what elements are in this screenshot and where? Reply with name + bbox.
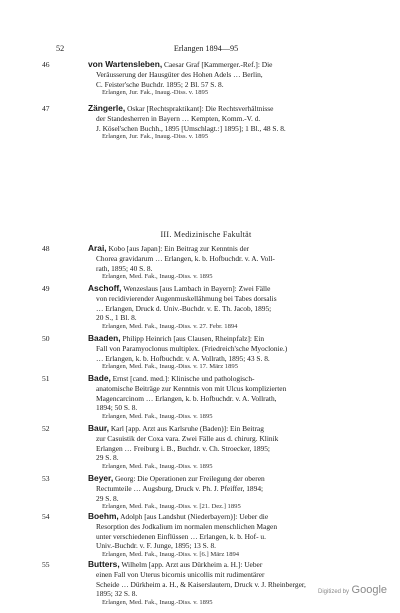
bibliography-entry — [42, 374, 356, 422]
entry-line: unter verschiedenen Einflüssen … Erlangen, k. b. Hof- u. — [96, 531, 266, 541]
bibliography-entry — [42, 60, 356, 98]
entry-line: einen Fall von Uterus bicornis unicollis mit rudimentärer — [96, 569, 265, 579]
entry-note: Erlangen, Med. Fak., Inaug.-Diss. v. [6.] März 1894 — [102, 551, 240, 559]
entry-line: rath, 1895; 40 S. 8. — [96, 263, 153, 273]
entry-number: 51 — [42, 374, 50, 383]
author-name: Arai, — [88, 244, 107, 253]
author-name: Baur, — [88, 424, 109, 433]
entry-line: Fall von Paramyoclonus multiplex. (Friedreich'sche Myoclonie.) — [96, 343, 288, 353]
entry-line: Erlangen … Freiburg i. B., Buchdr. v. Ch. Stroecker, 1895; — [96, 443, 270, 453]
author-name: Zängerle, — [88, 104, 126, 113]
author-name: von Wartensleben, — [88, 60, 163, 69]
bibliography-entry — [42, 424, 356, 472]
entry-line: Wilhelm [app. Arzt aus Dürkheim a. H.]: Ueber — [121, 560, 263, 569]
entry-note: Erlangen, Med. Fak., Inaug.-Diss. v. 17. März 1895 — [102, 363, 238, 371]
entry-line: Wenzeslaus [aus Lambach in Bayern]: Zwei Fälle — [123, 284, 271, 293]
page-header — [56, 44, 356, 56]
bibliography-entry — [42, 244, 356, 282]
entry-line: Univ.-Buchdr. v. F. Junge, 1895; 13 S. 8. — [96, 541, 216, 551]
entry-number: 47 — [42, 104, 50, 113]
entry-line: Veräusserung der Hausgüter des Hohen Adels … Berlin, — [96, 69, 263, 79]
entry-line: von recidivierender Augenmuskellähmung bei Tabes dorsalis — [96, 293, 277, 303]
author-name: Boehm, — [88, 512, 119, 521]
entry-number: 55 — [42, 560, 50, 569]
running-title: Erlangen 1894—95 — [173, 44, 239, 53]
entry-line: Karl [app. Arzt aus Karlsruhe (Baden)]: Ein Beitrag — [110, 424, 264, 433]
entry-line: … Erlangen, k. b. Hofbuchdr. v. A. Vollrath, 1895; 43 S. 8. — [96, 353, 270, 363]
entry-line: 1894; 50 S. 8. — [96, 403, 138, 413]
digitized-watermark — [318, 584, 387, 596]
entry-number: 48 — [42, 244, 50, 253]
entry-number: 46 — [42, 60, 50, 69]
page-number: 52 — [56, 44, 65, 53]
bibliography-entry — [42, 104, 356, 142]
bibliography-entry — [42, 284, 356, 332]
author-name: Butters, — [88, 560, 120, 569]
entry-line: Georg: Die Operationen zur Freilegung der oberen — [115, 474, 265, 483]
entry-note: Erlangen, Med. Fak., Inaug.-Diss. v. 1895 — [102, 413, 213, 421]
entry-line: Magencarcinom … Erlangen, k. b. Hofbuchdr. v. A. Vollrath, — [96, 393, 277, 403]
bibliography-entry — [42, 560, 356, 608]
entry-line: Philipp Heinrich [aus Clausen, Rheinpfalz]: Ein — [122, 334, 265, 343]
entry-line: 20 S., 1 Bl. 8. — [96, 313, 137, 323]
entry-note: Erlangen, Med. Fak., Inaug.-Diss. v. 27. Febr. 1894 — [102, 323, 238, 331]
bibliography-entry — [42, 334, 356, 372]
author-name: Beyer, — [88, 474, 114, 483]
author-name: Baaden, — [88, 334, 121, 343]
entry-line: anatomische Beiträge zur Kenntnis von mit Ulcus komplizierten — [96, 383, 287, 393]
entry-line: Kobo [aus Japan]: Ein Beitrag zur Kenntnis der — [108, 244, 250, 253]
author-name: Aschoff, — [88, 284, 122, 293]
entry-note: Erlangen, Med. Fak., Inaug.-Diss. v. 1895 — [102, 599, 213, 607]
entry-number: 50 — [42, 334, 50, 343]
bibliography-entry — [42, 512, 356, 560]
entry-line: Ernst [cand. med.]: Klinische und pathologisch- — [112, 374, 255, 383]
entry-line: 29 S. 8. — [96, 453, 119, 463]
entry-line: zur Casuistik der Coxa vara. Zwei Fälle aus d. chirurg. Klinik — [96, 433, 279, 443]
entry-line: Resorption des Jodkalium im normalen menschlichen Magen — [96, 521, 278, 531]
entry-line: … Erlangen, Druck d. Univ.-Buchdr. v. E. Th. Jacob, 1895; — [96, 303, 272, 313]
entry-line: Chorea gravidarum … Erlangen, k. b. Hofbuchdr. v. A. Voll- — [96, 253, 275, 263]
entry-line: J. Kösel'schen Buchh., 1895 [Umschlagt.:] 1895]; 1 Bl., 48 S. 8. — [96, 123, 286, 133]
entry-line: der Standesherren in Bayern … Kempten, Komm.-V. d. — [96, 113, 261, 123]
digitized-by-text: Digitized by — [318, 589, 350, 595]
entry-line: 29 S. 8. — [96, 493, 119, 503]
entry-line: Caesar Graf [Kammerger.-Ref.]: Die — [164, 60, 273, 69]
entry-line: Rectumteile … Augsburg, Druck v. Ph. J. Pfeiffer, 1894; — [96, 483, 264, 493]
entry-line: 1895; 32 S. 8. — [96, 589, 138, 599]
entry-line: Scheide … Dürkheim a. H., & Kaiserslautern, Druck v. J. Rheinberger, — [96, 579, 306, 589]
bibliography-entry — [42, 474, 356, 512]
entry-note: Erlangen, Med. Fak., Inaug.-Diss. v. 1895 — [102, 463, 213, 471]
entry-number: 49 — [42, 284, 50, 293]
entry-number: 53 — [42, 474, 50, 483]
entry-note: Erlangen, Jur. Fak., Inaug.-Diss. v. 1895 — [102, 89, 209, 97]
entry-note: Erlangen, Med. Fak., Inaug.-Diss. v. 1895 — [102, 273, 213, 281]
google-logo-text: Google — [351, 584, 388, 596]
section-heading: III. Medizinische Fakultät — [160, 230, 252, 239]
entry-line: Adolph [aus Landshut (Niederbayern)]: Ueber die — [120, 512, 269, 521]
entry-line: Oskar [Rechtspraktikant]: Die Rechtsverhältnisse — [127, 104, 274, 113]
author-name: Bade, — [88, 374, 111, 383]
entry-note: Erlangen, Med. Fak., Inaug.-Diss. v. [21. Dez.] 1895 — [102, 503, 241, 511]
entry-number: 52 — [42, 424, 50, 433]
entry-note: Erlangen, Jur. Fak., Inaug.-Diss. v. 1895 — [102, 133, 209, 141]
entry-number: 54 — [42, 512, 50, 521]
entry-line: C. Feister'sche Buchdr. 1895; 2 Bl. 57 S. 8. — [96, 79, 224, 89]
